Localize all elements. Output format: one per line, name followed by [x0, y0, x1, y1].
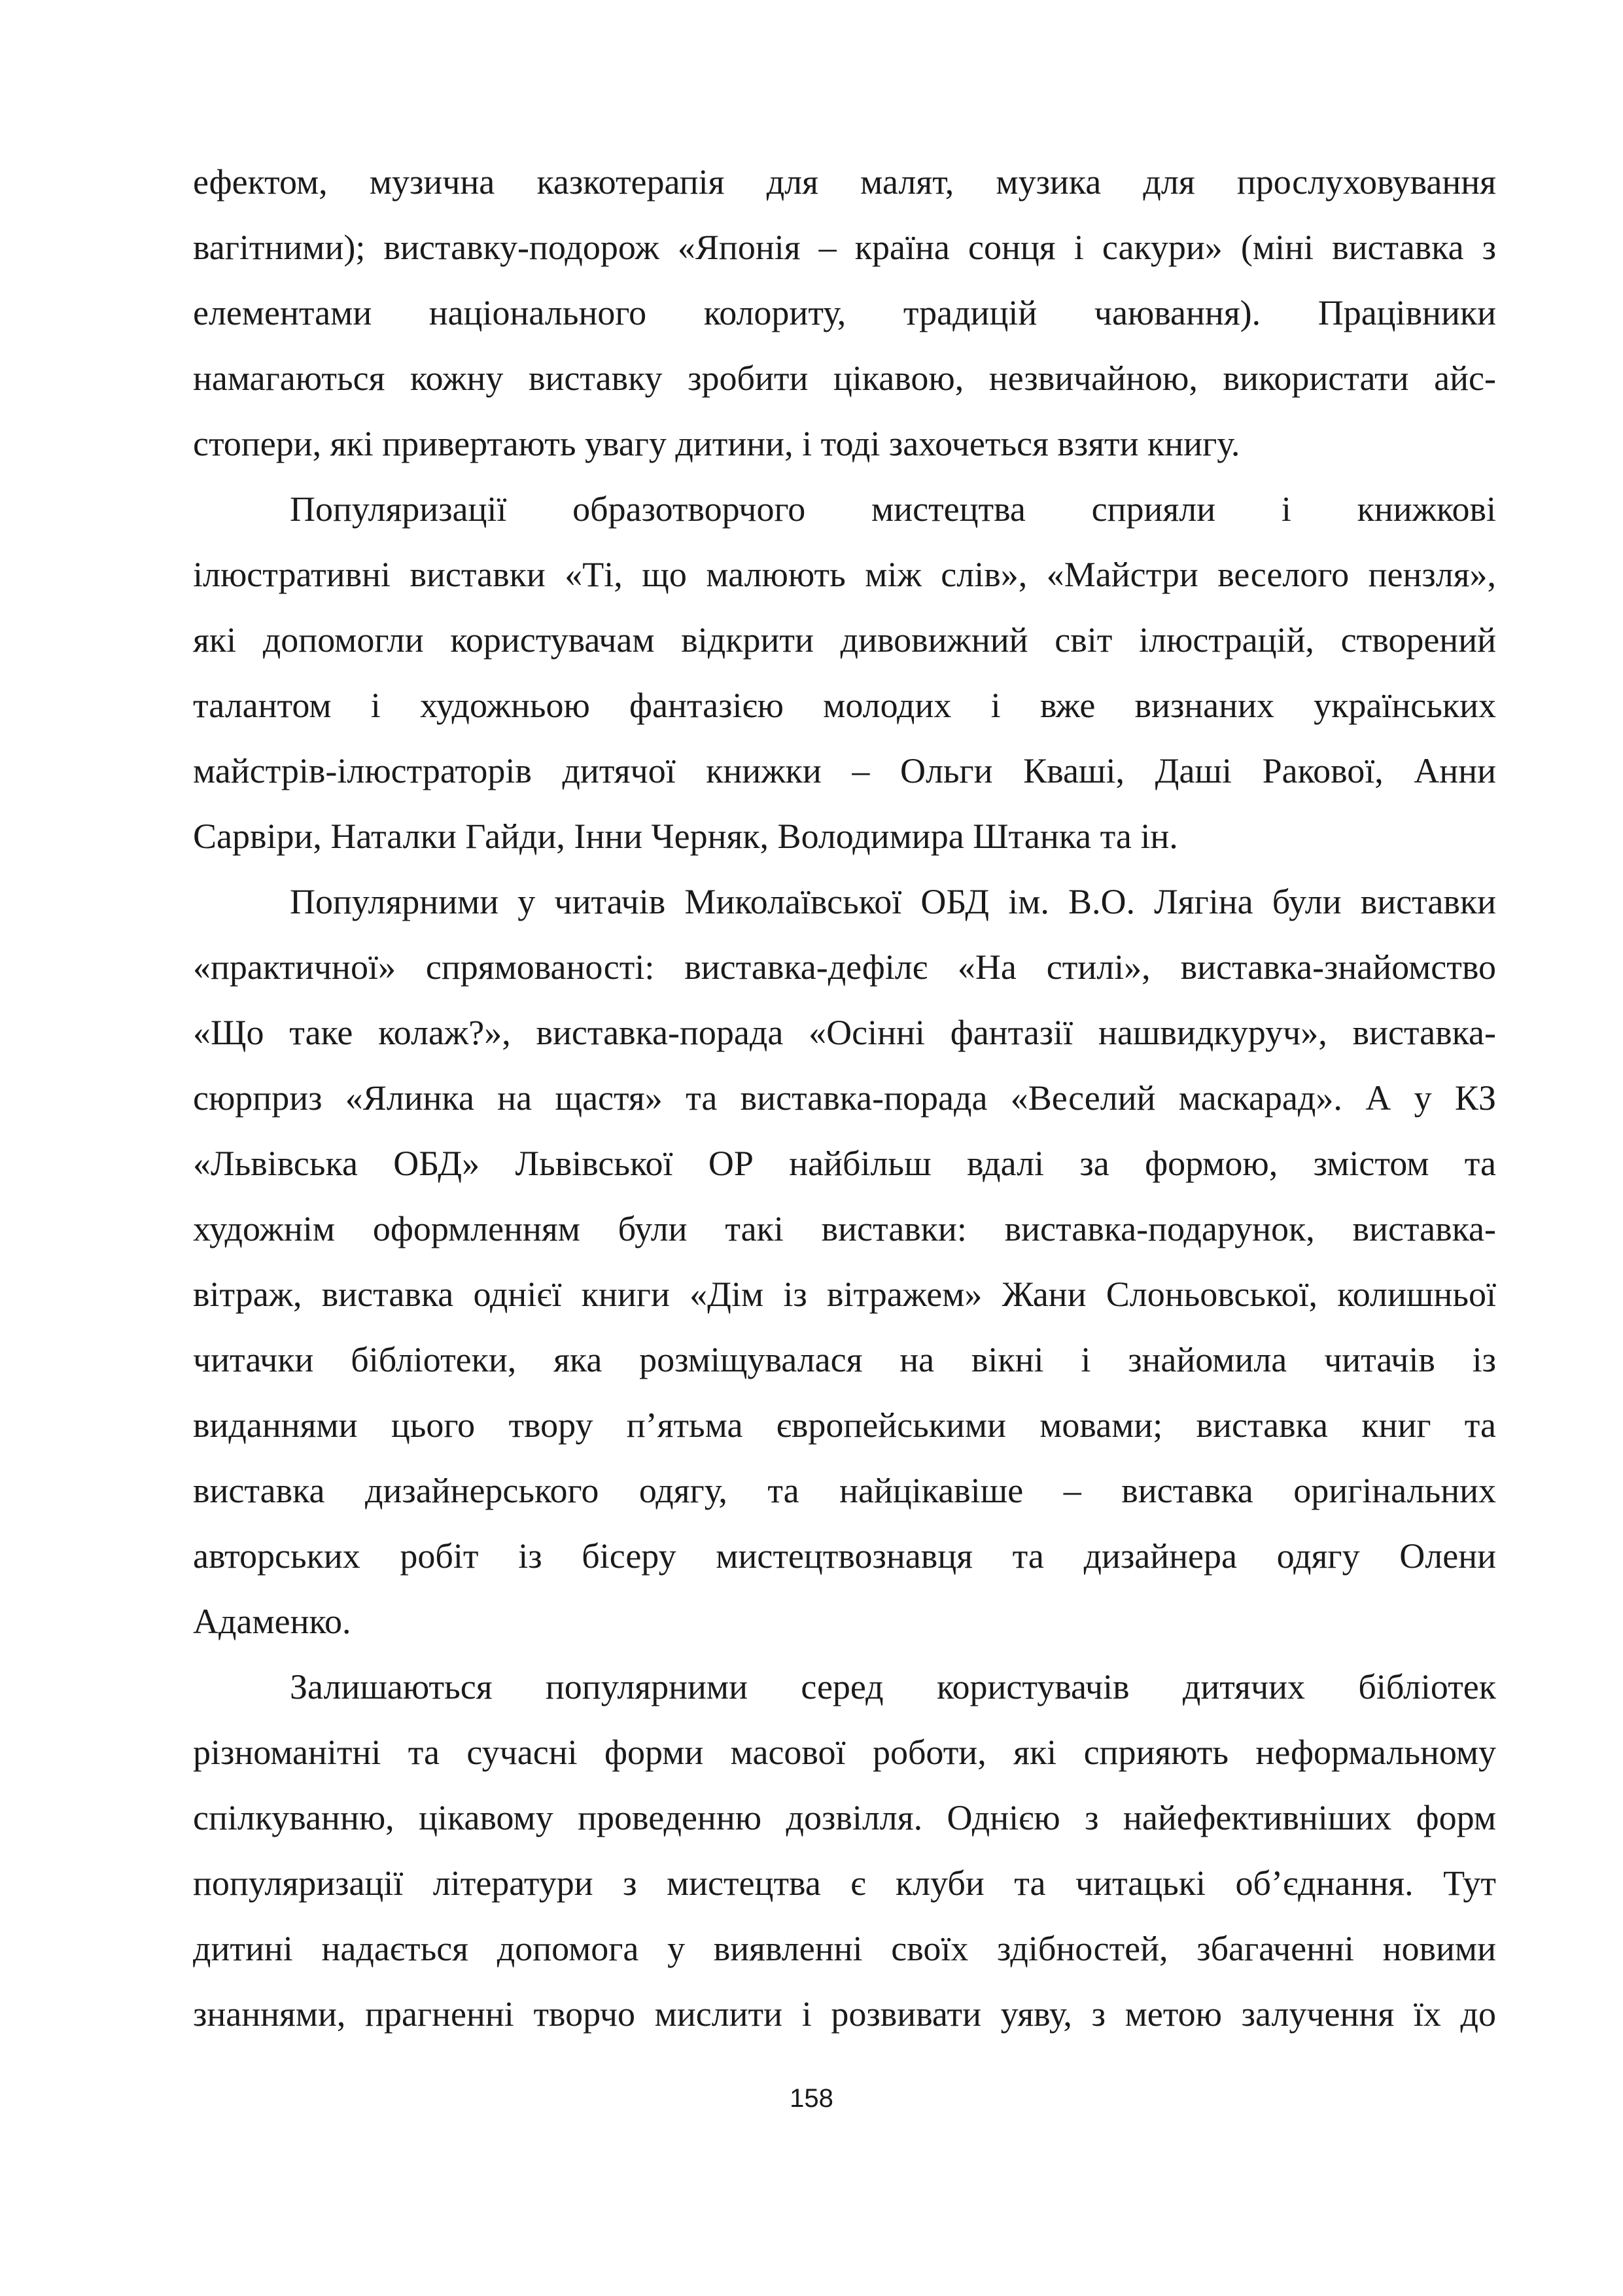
text-line: вітраж, виставка однієї книги «Дім із вітражем» Жани Слоньовської, колишньої	[193, 1275, 1496, 1314]
text-line: читачки бібліотеки, яка розміщувалася на вікні і знайомила читачів із	[193, 1340, 1496, 1379]
text-line: «практичної» спрямованості: виставка-дефілє «На стилі», виставка-знайомство	[193, 947, 1496, 987]
text-line: художнім оформленням були такі виставки: виставка-подарунок, виставка-	[193, 1209, 1496, 1248]
text-line: знаннями, прагненні творчо мислити і розвивати уяву, з метою залучення їх до	[193, 1994, 1496, 2034]
text-line: ефектом, музична казкотерапія для малят, музика для прослуховування	[193, 162, 1496, 202]
text-line: елементами національного колориту, традицій чаювання). Працівники	[193, 293, 1496, 332]
text-line: стопери, які привертають увагу дитини, і тоді захочеться взяти книгу.	[193, 424, 1240, 463]
text-line: дитині надається допомога у виявленні своїх здібностей, збагаченні новими	[193, 1929, 1496, 1968]
text-line: «Що таке колаж?», виставка-порада «Осінні фантазії нашвидкуруч», виставка-	[193, 1013, 1496, 1052]
paragraph-first-line: Залишаються популярними серед користувачів дитячих бібліотек	[290, 1667, 1496, 1706]
text-line: спілкуванню, цікавому проведенню дозвілля. Однією з найефективніших форм	[193, 1798, 1496, 1837]
text-line: різноманітні та сучасні форми масової роботи, які сприяють неформальному	[193, 1733, 1496, 1772]
text-line: виставка дизайнерського одягу, та найцікавіше – виставка оригінальних	[193, 1471, 1496, 1510]
text-line: які допомогли користувачам відкрити дивовижний світ ілюстрацій, створений	[193, 620, 1496, 660]
paragraph-first-line: Популяризації образотворчого мистецтва сприяли і книжкові	[290, 489, 1496, 529]
paragraph-first-line: Популярними у читачів Миколаївської ОБД ім. В.О. Лягіна були виставки	[290, 882, 1496, 921]
text-line: авторських робіт із бісеру мистецтвознавця та дизайнера одягу Олени	[193, 1536, 1496, 1576]
page-number: 158	[790, 2084, 833, 2113]
text-line: вагітними); виставку-подорож «Японія – країна сонця і сакури» (міні виставка з	[193, 228, 1496, 267]
text-line: майстрів-ілюстраторів дитячої книжки – Ольги Кваші, Даші Ракової, Анни	[193, 751, 1496, 790]
text-line: сюрприз «Ялинка на щастя» та виставка-порада «Веселий маскарад». А у КЗ	[193, 1078, 1496, 1118]
text-line: Сарвіри, Наталки Гайди, Інни Черняк, Володимира Штанка та ін.	[193, 817, 1178, 856]
text-line: «Львівська ОБД» Львівської ОР найбільш вдалі за формою, змістом та	[193, 1144, 1496, 1183]
text-line: ілюстративні виставки «Ті, що малюють між слів», «Майстри веселого пензля»,	[193, 555, 1496, 594]
text-line: виданнями цього твору п’ятьма європейськими мовами; виставка книг та	[193, 1405, 1496, 1445]
text-line: намагаються кожну виставку зробити цікавою, незвичайною, використати айс-	[193, 359, 1496, 398]
text-line: популяризації літератури з мистецтва є клуби та читацькі об’єднання. Тут	[193, 1863, 1496, 1903]
text-line: талантом і художньою фантазією молодих і вже визнаних українських	[193, 686, 1496, 725]
text-line: Адаменко.	[193, 1602, 351, 1641]
body-text	[193, 149, 1496, 2047]
